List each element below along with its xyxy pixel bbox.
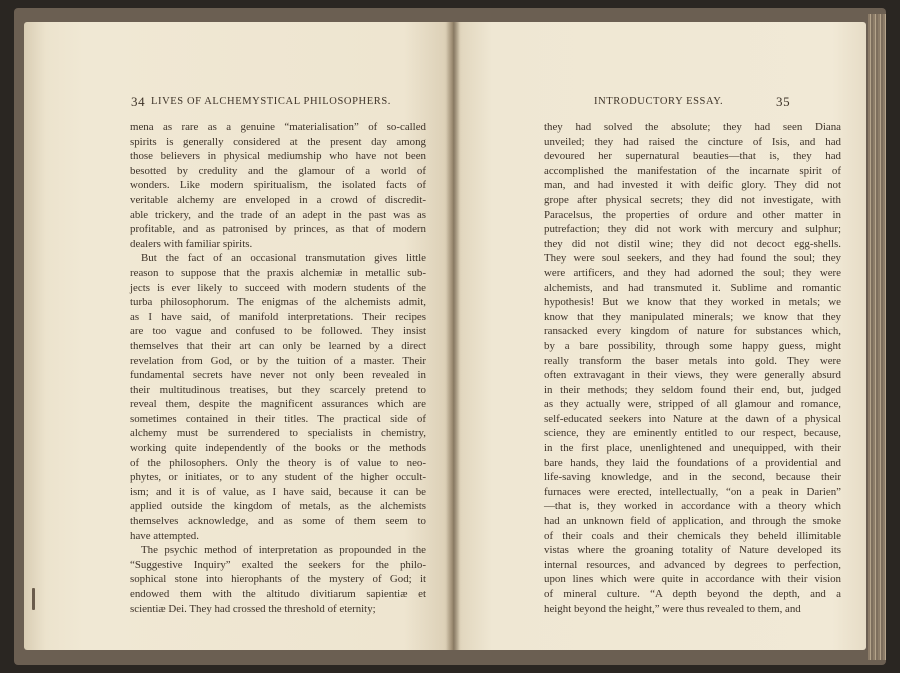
- text-line: as they actually were, stripped of all glamour and romance,: [544, 398, 841, 411]
- text-line: able trickery, and the trade of an adept in the past was as: [130, 208, 426, 221]
- text-line: ism; and it is of value, as I have said, because it can be: [130, 485, 426, 498]
- text-line: were artificers, and they had adorned the soul; they were: [544, 266, 841, 279]
- text-line: those believers in physical mediumship who have not been: [130, 150, 426, 163]
- text-line: vistas where the groaning totality of Nature developed its: [544, 544, 841, 557]
- text-line: jects is ever likely to succeed with modern students of the: [130, 281, 426, 294]
- text-line: of their coals and their chemicals they beheld illimitable: [544, 529, 841, 542]
- text-line: But the fact of an occasional transmutation gives little: [141, 252, 426, 265]
- text-line: height beyond the height,” were thus revealed to them, and: [544, 602, 801, 615]
- book-gutter: [446, 22, 460, 650]
- text-line: have attempted.: [130, 529, 199, 542]
- text-line: grope after physical secrets; they did not investigate, with: [544, 193, 841, 206]
- text-line: their multitudinous treatises, but they scarcely pretend to: [130, 383, 426, 396]
- text-line: putrefaction; they did not work with mercury and sulphur;: [544, 223, 841, 236]
- text-line: reason to suppose that the praxis alchemiæ in metallic sub-: [130, 266, 426, 279]
- text-line: furnaces were erected, intellectually, “on a peak in Darien”: [544, 485, 841, 498]
- text-line: phytes, or initiates, or to any student of the higher occult-: [130, 471, 426, 484]
- text-line: bare hands, they laid the foundations of a providential and: [544, 456, 841, 469]
- text-line: they did not distil wine; they did not decoct egg-shells.: [544, 237, 841, 250]
- text-line: endowed them with the altitudo divitiarum sapientiæ et: [130, 588, 426, 600]
- text-line: in their methods; they seldom found their end, but, judged: [544, 383, 841, 396]
- text-line: in the first place, unenlightened and unequipped, with their: [544, 442, 841, 455]
- margin-mark: [32, 588, 35, 610]
- right-page-text: [544, 120, 841, 616]
- text-line: turba philosophorum. The enigmas of the alchemists admit,: [130, 296, 426, 309]
- text-line: of mineral culture. “A depth beyond the depth, and a: [544, 588, 841, 600]
- text-line: fundamental secrets have never not only been revealed in: [130, 369, 426, 382]
- text-line: working quite independently of the books or the methods: [130, 442, 426, 455]
- text-line: profitable, and as patronised by princes, as that of modern: [130, 223, 426, 236]
- text-line: really transform the baser metals into gold. They were: [544, 354, 841, 367]
- text-line: spirits is generally considered at the present day among: [130, 135, 426, 148]
- text-line: alchemy must be surrendered to specialists in chemistry,: [130, 427, 426, 440]
- text-line: alchemists, and had transmuted it. Sublime and romantic: [544, 281, 841, 294]
- text-line: “Suggestive Inquiry” exalted the seekers for the philo-: [130, 558, 426, 571]
- text-line: hypothesis! But we know that they worked in metals; we: [544, 296, 841, 309]
- text-line: The psychic method of interpretation as propounded in the: [141, 544, 426, 557]
- text-line: as I have said, of manifold interpretations. Their recipes: [130, 310, 426, 323]
- text-line: They were soul seekers, and they had found the soul; they: [544, 252, 841, 265]
- text-line: self-educated seekers into Nature at the dawn of a physical: [544, 412, 841, 425]
- text-line: by a bare possibility, through some happy guess, might: [544, 339, 841, 352]
- text-line: of the philosophers. Only the theory is of value to neo-: [130, 456, 426, 469]
- left-running-head: LIVES OF ALCHEMYSTICAL PHILOSOPHERS.: [151, 96, 391, 107]
- text-line: mena as rare as a genuine “materialisation” of so-called: [130, 121, 426, 133]
- page-edges: [868, 14, 886, 660]
- text-line: they had solved the absolute; they had seen Diana: [544, 121, 841, 133]
- text-line: internal resources, and advanced by degrees to perfection,: [544, 558, 841, 571]
- left-page-text: [130, 120, 426, 616]
- text-line: had an unknown field of application, and through the smoke: [544, 515, 841, 528]
- text-line: reveal them, despite the magnificent assurances which are: [130, 398, 426, 411]
- text-line: know that they manipulated minerals; we know that they: [544, 310, 841, 323]
- text-line: accomplished the manifestation of the incarnate spirit of: [544, 164, 841, 177]
- text-line: Paracelsus, the properties of ordure and other matter in: [544, 208, 841, 221]
- text-line: science, they are eminently entitled to our respect, because,: [544, 427, 841, 440]
- left-page: [24, 22, 452, 650]
- right-running-head: INTRODUCTORY ESSAY.: [594, 96, 724, 107]
- text-line: are too vague and confused to be followed. They insist: [130, 325, 426, 338]
- text-line: unveiled; they had raised the cincture of Isis, and had: [544, 135, 841, 148]
- text-line: ransacked every kingdom of nature for substances which,: [544, 325, 841, 338]
- text-line: dealers with familiar spirits.: [130, 237, 253, 250]
- text-line: upon lines which were quite in accordance with their vision: [544, 573, 841, 586]
- text-line: themselves acknowledge, and as some of them seem to: [130, 515, 426, 528]
- right-page-number: 35: [776, 94, 791, 109]
- text-line: revelation from God, or by the tuition of a master. Their: [130, 354, 426, 367]
- text-line: devoured her supernatural beauties—that is, they had: [544, 150, 841, 163]
- text-line: themselves that their art can only be learned by a direct: [130, 339, 426, 352]
- text-line: sometimes contained in their titles. The practical side of: [130, 412, 426, 425]
- text-line: —that is, they worked in accordance with a theory which: [544, 500, 841, 513]
- text-line: veritable alchemy are enveloped in a crowd of discredit-: [130, 193, 426, 206]
- text-line: sophical stone into hierophants of the mystery of God; it: [130, 573, 426, 586]
- text-line: life-saving knowledge, and in the second, because their: [544, 471, 841, 484]
- open-book: [14, 8, 886, 665]
- text-line: besotted by credulity and the glamour of a world of: [130, 164, 426, 177]
- right-page: [452, 22, 866, 650]
- left-page-number: 34: [131, 94, 146, 109]
- text-line: man, and had invested it with deific glory. They did not: [544, 179, 841, 192]
- text-line: wonders. Like modern spiritualism, the isolated facts of: [130, 179, 426, 192]
- text-line: applied outside the kingdom of metals, as the alchemists: [130, 500, 426, 513]
- text-line: scientiæ Dei. They had crossed the threshold of eternity;: [130, 602, 376, 615]
- text-line: often extravagant in their views, they were generally absurd: [544, 369, 841, 382]
